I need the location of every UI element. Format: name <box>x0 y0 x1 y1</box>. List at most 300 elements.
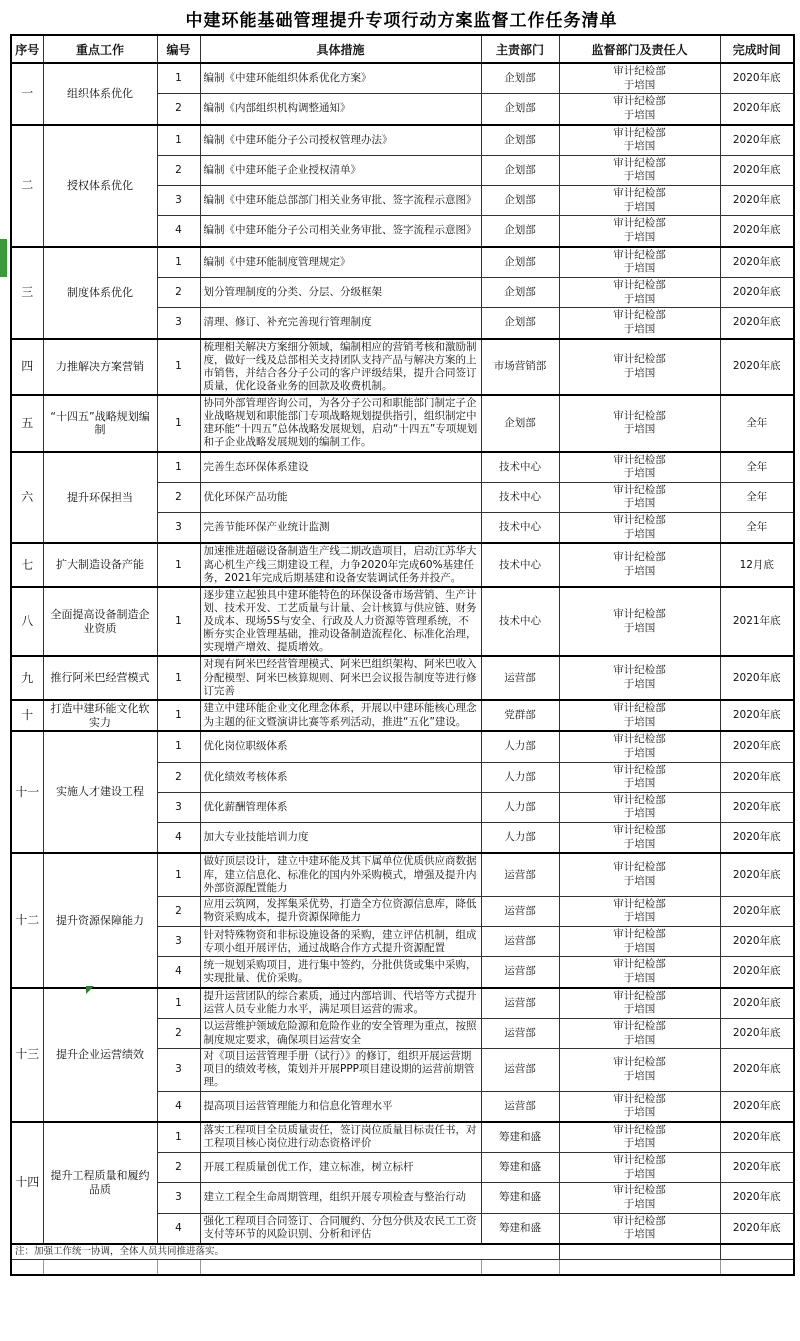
table-row <box>11 731 794 762</box>
cell-measure-id: 2 <box>157 1018 200 1048</box>
supervisor-department: 审计纪检部 <box>613 309 666 322</box>
supervisor-person: 于培国 <box>623 1106 656 1119</box>
cell-supervisor <box>559 125 720 156</box>
cell-supervisor <box>559 1049 720 1091</box>
supervisor-person: 于培国 <box>623 777 656 790</box>
table-row <box>11 700 794 732</box>
green-corner-marker <box>86 986 94 994</box>
cell-completion-time: 2020年底 <box>720 1183 794 1213</box>
cell-measure-text: 建立工程全生命周期管理，组织开展专项检查与整治行动 <box>200 1183 481 1213</box>
cell-measure-text: 加速推进超磁设备制造生产线二期改造项目，启动江苏华大离心机生产线三期建设工程，力争2020年完成60%基建任务，2021年完成后期基建和设备安装调试任务并投产。 <box>200 543 481 586</box>
cell-completion-time: 2020年底 <box>720 216 794 247</box>
supervisor-department: 审计纪检部 <box>613 453 666 466</box>
empty-cell <box>43 1259 157 1275</box>
cell-section-number: 三 <box>11 247 43 339</box>
cell-measure-id: 3 <box>157 927 200 957</box>
cell-supervisor <box>559 247 720 278</box>
cell-measure-text: 划分管理制度的分类、分层、分级框架 <box>200 277 481 307</box>
cell-responsible-dept: 企划部 <box>481 216 559 247</box>
cell-supervisor <box>559 216 720 247</box>
cell-supervisor <box>559 1183 720 1213</box>
table-row <box>11 452 794 483</box>
cell-responsible-dept: 企划部 <box>481 63 559 94</box>
supervisor-person: 于培国 <box>623 1167 656 1180</box>
table-row <box>11 853 794 896</box>
empty-cell <box>481 1259 559 1275</box>
footnote-row <box>11 1244 794 1260</box>
supervisor-person: 于培国 <box>623 292 656 305</box>
cell-completion-time: 2020年底 <box>720 700 794 732</box>
cell-measure-id: 1 <box>157 656 200 699</box>
supervisor-person: 于培国 <box>623 565 656 578</box>
supervisor-person: 于培国 <box>623 911 656 924</box>
cell-measure-id: 3 <box>157 513 200 544</box>
cell-measure-text: 针对特殊物资和非标设施设备的采购，建立评估机制，组成专项小组开展评估，通过战略合作方式提升资源配置 <box>200 927 481 957</box>
cell-responsible-dept: 企划部 <box>481 186 559 216</box>
cell-key-work: 扩大制造设备产能 <box>43 543 157 586</box>
cell-key-work: 全面提高设备制造企业资质 <box>43 587 157 657</box>
supervisor-department: 审计纪检部 <box>613 1214 666 1227</box>
cell-responsible-dept: 企划部 <box>481 94 559 125</box>
cell-section-number: 十三 <box>11 988 43 1122</box>
supervisor-person: 于培国 <box>623 322 656 335</box>
page-title: 中建环能基础管理提升专项行动方案监督工作任务清单 <box>185 11 618 31</box>
cell-responsible-dept: 人力部 <box>481 731 559 762</box>
cell-supervisor <box>559 988 720 1019</box>
supervisor-person: 于培国 <box>623 467 656 480</box>
empty-cell <box>720 1259 794 1275</box>
cell-supervisor <box>559 155 720 185</box>
cell-measure-id: 2 <box>157 762 200 792</box>
supervisor-person: 于培国 <box>623 971 656 984</box>
cell-measure-id: 1 <box>157 587 200 657</box>
supervisor-person: 于培国 <box>623 497 656 510</box>
cell-measure-id: 1 <box>157 731 200 762</box>
supervisor-department: 审计纪检部 <box>613 1092 666 1105</box>
cell-completion-time: 2020年底 <box>720 957 794 988</box>
cell-responsible-dept: 筹建和盛 <box>481 1122 559 1153</box>
table-row <box>11 247 794 278</box>
cell-measure-id: 1 <box>157 853 200 896</box>
cell-supervisor <box>559 395 720 452</box>
table-row <box>11 988 794 1019</box>
cell-supervisor <box>559 452 720 483</box>
supervisor-person: 于培国 <box>623 170 656 183</box>
cell-completion-time: 全年 <box>720 513 794 544</box>
cell-supervisor <box>559 700 720 732</box>
supervisor-person: 于培国 <box>623 140 656 153</box>
cell-completion-time: 2020年底 <box>720 896 794 926</box>
cell-supervisor <box>559 1091 720 1122</box>
cell-completion-time: 2020年底 <box>720 277 794 307</box>
table-row <box>11 543 794 586</box>
cell-measure-text: 编制《内部组织机构调整通知》 <box>200 94 481 125</box>
supervisor-person: 于培国 <box>623 1033 656 1046</box>
cell-completion-time: 2020年底 <box>720 1049 794 1091</box>
supervisor-person: 于培国 <box>623 1069 656 1082</box>
cell-measure-text: 提升运营团队的综合素质，通过内部培训、代培等方式提升运营人员专业能力水平，满足项目运营的需求。 <box>200 988 481 1019</box>
cell-measure-id: 1 <box>157 63 200 94</box>
cell-responsible-dept: 企划部 <box>481 308 559 339</box>
supervisor-department: 审计纪检部 <box>613 1184 666 1197</box>
cell-section-number: 五 <box>11 395 43 452</box>
table-header-row <box>11 35 794 63</box>
cell-measure-id: 1 <box>157 125 200 156</box>
cell-key-work: 推行阿米巴经营模式 <box>43 656 157 699</box>
cell-supervisor <box>559 656 720 699</box>
cell-measure-text: 逐步建立起独具中建环能特色的环保设备市场营销、生产计划、技术开发、工艺质量与计量、会计核算与供应链、财务及成本、现场5S与安全、行政及人力资源等管理系统，不断夯实企业管理基础，推动设备制造流程化、标准化治理，实现增产增效、提质增效。 <box>200 587 481 657</box>
cell-responsible-dept: 市场营销部 <box>481 339 559 396</box>
cell-completion-time: 2020年底 <box>720 1122 794 1153</box>
empty-cell <box>11 1259 43 1275</box>
supervisor-department: 审计纪检部 <box>613 1154 666 1167</box>
cell-responsible-dept: 技术中心 <box>481 482 559 512</box>
cell-section-number: 六 <box>11 452 43 544</box>
cell-responsible-dept: 技术中心 <box>481 543 559 586</box>
supervisor-person: 于培国 <box>623 875 656 888</box>
cell-key-work: 实施人才建设工程 <box>43 731 157 853</box>
footnote-empty-cell <box>559 1244 720 1260</box>
cell-completion-time: 2020年底 <box>720 339 794 396</box>
cell-section-number: 一 <box>11 63 43 125</box>
cell-measure-text: 编制《中建环能分子公司相关业务审批、签字流程示意图》 <box>200 216 481 247</box>
green-highlight-strip <box>0 239 7 277</box>
cell-supervisor <box>559 186 720 216</box>
cell-completion-time: 2020年底 <box>720 63 794 94</box>
cell-measure-text: 统一规划采购项目，进行集中签约，分批供货或集中采购，实现批量、优价采购。 <box>200 957 481 988</box>
cell-section-number: 十四 <box>11 1122 43 1244</box>
cell-measure-text: 梳理相关解决方案细分领域，编制相应的营销考核和激励制度，做好一线及总部相关支持团队支持产品与解决方案的上市销售，并结合各分子公司的客户评级结果，提升合同签订质量，优化设备业务的回款及收费机制。 <box>200 339 481 396</box>
cell-completion-time: 2020年底 <box>720 656 794 699</box>
cell-measure-text: 编制《中建环能组织体系优化方案》 <box>200 63 481 94</box>
supervisor-person: 于培国 <box>623 837 656 850</box>
empty-cell <box>559 1259 720 1275</box>
cell-measure-id: 4 <box>157 823 200 854</box>
table-row <box>11 587 794 657</box>
cell-responsible-dept: 企划部 <box>481 395 559 452</box>
supervisor-person: 于培国 <box>623 231 656 244</box>
cell-measure-id: 4 <box>157 216 200 247</box>
cell-supervisor <box>559 823 720 854</box>
cell-measure-id: 1 <box>157 452 200 483</box>
cell-measure-id: 3 <box>157 186 200 216</box>
cell-responsible-dept: 运营部 <box>481 1091 559 1122</box>
cell-responsible-dept: 运营部 <box>481 1018 559 1048</box>
cell-completion-time: 2020年底 <box>720 125 794 156</box>
supervisor-department: 审计纪检部 <box>613 248 666 261</box>
cell-measure-text: 加大专业技能培训力度 <box>200 823 481 854</box>
cell-completion-time: 12月底 <box>720 543 794 586</box>
supervisor-department: 审计纪检部 <box>613 217 666 230</box>
table-row <box>11 656 794 699</box>
supervisor-person: 于培国 <box>623 715 656 728</box>
cell-responsible-dept: 运营部 <box>481 853 559 896</box>
cell-responsible-dept: 技术中心 <box>481 452 559 483</box>
cell-supervisor <box>559 543 720 586</box>
cell-responsible-dept: 运营部 <box>481 927 559 957</box>
supervisor-department: 审计纪检部 <box>613 701 666 714</box>
cell-supervisor <box>559 853 720 896</box>
cell-measure-id: 2 <box>157 155 200 185</box>
cell-key-work: 提升资源保障能力 <box>43 853 157 987</box>
cell-completion-time: 2020年底 <box>720 1091 794 1122</box>
supervisor-department: 审计纪检部 <box>613 1123 666 1136</box>
supervisor-person: 于培国 <box>623 1228 656 1241</box>
supervisor-department: 审计纪检部 <box>613 514 666 527</box>
supervisor-department: 审计纪检部 <box>613 409 666 422</box>
cell-responsible-dept: 人力部 <box>481 823 559 854</box>
cell-completion-time: 2020年底 <box>720 1018 794 1048</box>
cell-measure-text: 编制《中建环能子企业授权清单》 <box>200 155 481 185</box>
cell-section-number: 十 <box>11 700 43 732</box>
cell-supervisor <box>559 277 720 307</box>
cell-measure-id: 3 <box>157 792 200 822</box>
cell-measure-id: 1 <box>157 700 200 732</box>
cell-supervisor <box>559 896 720 926</box>
cell-responsible-dept: 运营部 <box>481 1049 559 1091</box>
cell-key-work: 提升环保担当 <box>43 452 157 544</box>
supervisor-person: 于培国 <box>623 621 656 634</box>
cell-supervisor <box>559 957 720 988</box>
cell-measure-id: 1 <box>157 395 200 452</box>
cell-measure-text: 优化环保产品功能 <box>200 482 481 512</box>
cell-measure-id: 3 <box>157 308 200 339</box>
cell-measure-text: 编制《中建环能制度管理规定》 <box>200 247 481 278</box>
cell-measure-text: 做好顶层设计，建立中建环能及其下属单位优质供应商数据库，建立信息化、标准化的国内外采购模式，增强及提升内外部资源配置能力 <box>200 853 481 896</box>
cell-completion-time: 2020年底 <box>720 762 794 792</box>
cell-measure-id: 2 <box>157 896 200 926</box>
task-table <box>10 34 795 1276</box>
cell-measure-id: 3 <box>157 1049 200 1091</box>
cell-completion-time: 全年 <box>720 452 794 483</box>
cell-completion-time: 2020年底 <box>720 247 794 278</box>
supervisor-person: 于培国 <box>623 1137 656 1150</box>
cell-measure-text: 以运营维护领域危险源和危险作业的安全管理为重点，按照制度规定要求，确保项目运营安全 <box>200 1018 481 1048</box>
cell-measure-text: 完善节能环保产业统计监测 <box>200 513 481 544</box>
cell-responsible-dept: 筹建和盛 <box>481 1183 559 1213</box>
supervisor-department: 审计纪检部 <box>613 187 666 200</box>
cell-completion-time: 2020年底 <box>720 308 794 339</box>
cell-key-work: 提升工程质量和履约品质 <box>43 1122 157 1244</box>
supervisor-department: 审计纪检部 <box>613 353 666 366</box>
cell-supervisor <box>559 339 720 396</box>
cell-measure-text: 优化绩效考核体系 <box>200 762 481 792</box>
cell-measure-text: 完善生态环保体系建设 <box>200 452 481 483</box>
cell-responsible-dept: 党群部 <box>481 700 559 732</box>
column-header-6: 完成时间 <box>720 35 794 63</box>
cell-measure-id: 3 <box>157 1183 200 1213</box>
cell-responsible-dept: 技术中心 <box>481 587 559 657</box>
cell-measure-text: 编制《中建环能分子公司授权管理办法》 <box>200 125 481 156</box>
supervisor-person: 于培国 <box>623 262 656 275</box>
cell-measure-text: 优化薪酬管理体系 <box>200 792 481 822</box>
cell-measure-id: 1 <box>157 247 200 278</box>
supervisor-person: 于培国 <box>623 200 656 213</box>
cell-completion-time: 2020年底 <box>720 1153 794 1183</box>
cell-supervisor <box>559 94 720 125</box>
cell-completion-time: 2020年底 <box>720 988 794 1019</box>
empty-cell <box>200 1259 481 1275</box>
cell-measure-text: 协同外部管理咨询公司，为各分子公司和职能部门制定子企业战略规划和职能部门专项战略规划提供指引，组织制定中建环能“十四五”总体战略发展规划，启动“十四五”专项规划和子企业战略发展规划的编制工作。 <box>200 395 481 452</box>
supervisor-person: 于培国 <box>623 807 656 820</box>
column-header-5: 监督部门及责任人 <box>559 35 720 63</box>
cell-key-work: 提升企业运营绩效 <box>43 988 157 1122</box>
cell-section-number: 十一 <box>11 731 43 853</box>
supervisor-person: 于培国 <box>623 1003 656 1016</box>
cell-key-work: 打造中建环能文化软实力 <box>43 700 157 732</box>
cell-measure-text: 清理、修订、补充完善现行管理制度 <box>200 308 481 339</box>
column-header-1: 重点工作 <box>43 35 157 63</box>
table-row <box>11 63 794 94</box>
cell-section-number: 九 <box>11 656 43 699</box>
table-row <box>11 339 794 396</box>
supervisor-department: 审计纪检部 <box>613 733 666 746</box>
cell-key-work: 力推解决方案营销 <box>43 339 157 396</box>
empty-tail-row <box>11 1259 794 1275</box>
cell-completion-time: 2021年底 <box>720 587 794 657</box>
cell-supervisor <box>559 792 720 822</box>
supervisor-department: 审计纪检部 <box>613 793 666 806</box>
supervisor-person: 于培国 <box>623 527 656 540</box>
supervisor-department: 审计纪检部 <box>613 989 666 1002</box>
cell-completion-time: 2020年底 <box>720 186 794 216</box>
supervisor-department: 审计纪检部 <box>613 1019 666 1032</box>
cell-supervisor <box>559 587 720 657</box>
supervisor-department: 审计纪检部 <box>613 65 666 77</box>
supervisor-department: 审计纪检部 <box>613 126 666 139</box>
supervisor-department: 审计纪检部 <box>613 763 666 776</box>
supervisor-person: 于培国 <box>623 746 656 759</box>
table-header <box>11 35 794 63</box>
supervisor-department: 审计纪检部 <box>613 1056 666 1069</box>
cell-completion-time: 全年 <box>720 395 794 452</box>
cell-measure-id: 1 <box>157 1122 200 1153</box>
cell-measure-id: 2 <box>157 1153 200 1183</box>
supervisor-person: 于培国 <box>623 678 656 691</box>
cell-responsible-dept: 运营部 <box>481 656 559 699</box>
cell-responsible-dept: 人力部 <box>481 792 559 822</box>
cell-measure-text: 落实工程项目全员质量责任，签订岗位质量目标责任书，对工程项目核心岗位进行动态资格评价 <box>200 1122 481 1153</box>
cell-measure-text: 建立中建环能企业文化理念体系，开展以中建环能核心理念为主题的征文暨演讲比赛等系列活动，推进“五化”建设。 <box>200 700 481 732</box>
cell-responsible-dept: 运营部 <box>481 957 559 988</box>
cell-responsible-dept: 企划部 <box>481 155 559 185</box>
table-row <box>11 125 794 156</box>
cell-measure-text: 应用云筑网，发挥集采优势，打造全方位资源信息库，降低物资采购成本，提升资源保障能力 <box>200 896 481 926</box>
cell-completion-time: 2020年底 <box>720 1213 794 1244</box>
cell-measure-id: 4 <box>157 957 200 988</box>
cell-supervisor <box>559 762 720 792</box>
cell-responsible-dept: 运营部 <box>481 988 559 1019</box>
cell-key-work: 制度体系优化 <box>43 247 157 339</box>
cell-supervisor <box>559 513 720 544</box>
supervisor-department: 审计纪检部 <box>613 958 666 971</box>
cell-supervisor <box>559 63 720 94</box>
cell-measure-text: 优化岗位职级体系 <box>200 731 481 762</box>
supervisor-person: 于培国 <box>623 366 656 379</box>
cell-section-number: 二 <box>11 125 43 247</box>
cell-measure-text: 编制《中建环能总部部门相关业务审批、签字流程示意图》 <box>200 186 481 216</box>
supervisor-department: 审计纪检部 <box>613 156 666 169</box>
supervisor-department: 审计纪检部 <box>613 664 666 677</box>
cell-supervisor <box>559 927 720 957</box>
table-row <box>11 1122 794 1153</box>
supervisor-department: 审计纪检部 <box>613 483 666 496</box>
table-body <box>11 63 794 1275</box>
cell-measure-text: 提高项目运营管理能力和信息化管理水平 <box>200 1091 481 1122</box>
cell-measure-text: 对现有阿米巴经营管理模式、阿米巴组织架构、阿米巴收入分配模型、阿米巴核算规则、阿米巴会议报告制度等进行修订完善 <box>200 656 481 699</box>
column-header-0: 序号 <box>11 35 43 63</box>
cell-responsible-dept: 企划部 <box>481 125 559 156</box>
cell-measure-id: 1 <box>157 339 200 396</box>
footnote-empty-cell <box>720 1244 794 1260</box>
cell-completion-time: 全年 <box>720 482 794 512</box>
cell-supervisor <box>559 308 720 339</box>
cell-supervisor <box>559 1122 720 1153</box>
cell-measure-id: 2 <box>157 277 200 307</box>
cell-responsible-dept: 运营部 <box>481 896 559 926</box>
supervisor-person: 于培国 <box>623 108 656 121</box>
cell-measure-id: 4 <box>157 1091 200 1122</box>
cell-completion-time: 2020年底 <box>720 792 794 822</box>
cell-key-work: 授权体系优化 <box>43 125 157 247</box>
supervisor-person: 于培国 <box>623 941 656 954</box>
cell-section-number: 七 <box>11 543 43 586</box>
cell-supervisor <box>559 1018 720 1048</box>
cell-supervisor <box>559 482 720 512</box>
cell-responsible-dept: 筹建和盛 <box>481 1213 559 1244</box>
cell-supervisor <box>559 1213 720 1244</box>
supervisor-department: 审计纪检部 <box>613 824 666 837</box>
cell-measure-id: 2 <box>157 94 200 125</box>
cell-responsible-dept: 人力部 <box>481 762 559 792</box>
cell-supervisor <box>559 1153 720 1183</box>
table-row <box>11 395 794 452</box>
supervisor-department: 审计纪检部 <box>613 861 666 874</box>
supervisor-person: 于培国 <box>623 78 656 91</box>
footnote-text: 注：加强工作统一协调，全体人员共同推进落实。 <box>11 1244 559 1260</box>
cell-completion-time: 2020年底 <box>720 155 794 185</box>
cell-measure-id: 1 <box>157 543 200 586</box>
cell-responsible-dept: 筹建和盛 <box>481 1153 559 1183</box>
cell-responsible-dept: 技术中心 <box>481 513 559 544</box>
cell-section-number: 八 <box>11 587 43 657</box>
column-header-3: 具体措施 <box>200 35 481 63</box>
cell-measure-id: 4 <box>157 1213 200 1244</box>
cell-measure-id: 1 <box>157 988 200 1019</box>
supervisor-department: 审计纪检部 <box>613 95 666 108</box>
cell-completion-time: 2020年底 <box>720 927 794 957</box>
cell-key-work: 组织体系优化 <box>43 63 157 125</box>
cell-measure-text: 开展工程质量创优工作，建立标准，树立标杆 <box>200 1153 481 1183</box>
cell-completion-time: 2020年底 <box>720 731 794 762</box>
supervisor-department: 审计纪检部 <box>613 278 666 291</box>
cell-responsible-dept: 企划部 <box>481 277 559 307</box>
empty-cell <box>157 1259 200 1275</box>
cell-section-number: 四 <box>11 339 43 396</box>
supervisor-department: 审计纪检部 <box>613 897 666 910</box>
column-header-4: 主责部门 <box>481 35 559 63</box>
supervisor-department: 审计纪检部 <box>613 928 666 941</box>
supervisor-person: 于培国 <box>623 1198 656 1211</box>
cell-measure-text: 强化工程项目合同签订、合同履约、分包分供及农民工工资支付等环节的风险识别、分析和评估 <box>200 1213 481 1244</box>
column-header-2: 编号 <box>157 35 200 63</box>
supervisor-department: 审计纪检部 <box>613 551 666 564</box>
cell-completion-time: 2020年底 <box>720 94 794 125</box>
cell-completion-time: 2020年底 <box>720 823 794 854</box>
cell-measure-text: 对《项目运营管理手册（试行）》的修订，组织开展运营期项目的绩效考核，策划并开展PPP项目建设期的运营前期管理。 <box>200 1049 481 1091</box>
supervisor-person: 于培国 <box>623 423 656 436</box>
cell-completion-time: 2020年底 <box>720 853 794 896</box>
